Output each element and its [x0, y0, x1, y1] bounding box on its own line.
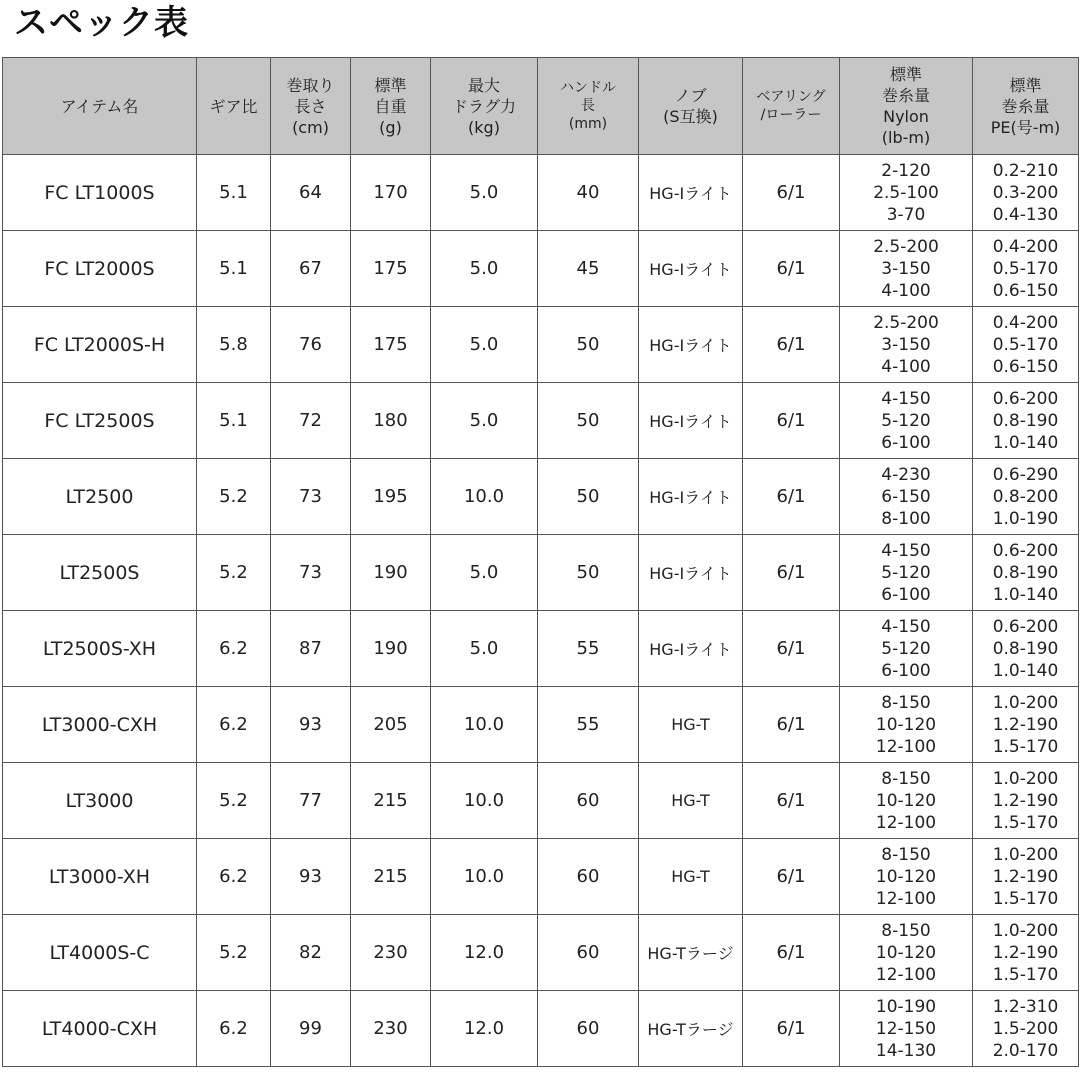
table-row — [3, 687, 1079, 763]
cell-weight: 190 — [351, 611, 431, 687]
cell-bearing: 6/1 — [743, 383, 840, 459]
cell-nylon-capacity: 10-190 12-150 14-130 — [840, 991, 973, 1067]
header-handle-length: ハンドル 長 (mm) — [538, 58, 639, 155]
cell-knob: HG-Iライト — [639, 231, 743, 307]
cell-pe-capacity: 0.6-200 0.8-190 1.0-140 — [973, 611, 1079, 687]
cell-bearing: 6/1 — [743, 687, 840, 763]
cell-model: FC LT1000S — [3, 155, 197, 231]
cell-nylon-capacity: 4-150 5-120 6-100 — [840, 611, 973, 687]
cell-weight: 170 — [351, 155, 431, 231]
cell-handle-length: 60 — [538, 839, 639, 915]
cell-nylon-capacity: 8-150 10-120 12-100 — [840, 687, 973, 763]
cell-pe-capacity: 1.0-200 1.2-190 1.5-170 — [973, 915, 1079, 991]
cell-model: FC LT2000S-H — [3, 307, 197, 383]
cell-bearing: 6/1 — [743, 839, 840, 915]
cell-retrieve-length: 72 — [271, 383, 351, 459]
cell-max-drag: 5.0 — [431, 383, 538, 459]
header-pe-capacity: 標準 巻糸量 PE(号-m) — [973, 58, 1079, 155]
cell-model: LT2500S-XH — [3, 611, 197, 687]
cell-retrieve-length: 73 — [271, 535, 351, 611]
cell-max-drag: 10.0 — [431, 763, 538, 839]
cell-max-drag: 10.0 — [431, 687, 538, 763]
cell-handle-length: 45 — [538, 231, 639, 307]
table-header-row — [3, 58, 1079, 155]
header-nylon-capacity: 標準 巻糸量 Nylon (lb-m) — [840, 58, 973, 155]
cell-handle-length: 50 — [538, 307, 639, 383]
cell-max-drag: 12.0 — [431, 915, 538, 991]
cell-pe-capacity: 1.0-200 1.2-190 1.5-170 — [973, 763, 1079, 839]
spec-table — [2, 57, 1079, 1067]
cell-model: LT3000 — [3, 763, 197, 839]
cell-retrieve-length: 64 — [271, 155, 351, 231]
cell-model: LT2500 — [3, 459, 197, 535]
cell-gear-ratio: 6.2 — [197, 991, 271, 1067]
cell-pe-capacity: 1.0-200 1.2-190 1.5-170 — [973, 839, 1079, 915]
cell-gear-ratio: 5.1 — [197, 155, 271, 231]
cell-handle-length: 50 — [538, 383, 639, 459]
cell-weight: 195 — [351, 459, 431, 535]
cell-retrieve-length: 82 — [271, 915, 351, 991]
table-row — [3, 383, 1079, 459]
cell-model: FC LT2000S — [3, 231, 197, 307]
cell-pe-capacity: 0.2-210 0.3-200 0.4-130 — [973, 155, 1079, 231]
cell-model: FC LT2500S — [3, 383, 197, 459]
cell-retrieve-length: 93 — [271, 839, 351, 915]
cell-handle-length: 55 — [538, 611, 639, 687]
cell-pe-capacity: 1.2-310 1.5-200 2.0-170 — [973, 991, 1079, 1067]
cell-model: LT4000S-C — [3, 915, 197, 991]
cell-gear-ratio: 6.2 — [197, 611, 271, 687]
cell-bearing: 6/1 — [743, 915, 840, 991]
header-gear-ratio: ギア比 — [197, 58, 271, 155]
cell-nylon-capacity: 8-150 10-120 12-100 — [840, 839, 973, 915]
header-item-name: アイテム名 — [3, 58, 197, 155]
cell-handle-length: 60 — [538, 763, 639, 839]
cell-retrieve-length: 73 — [271, 459, 351, 535]
cell-knob: HG-Iライト — [639, 307, 743, 383]
cell-handle-length: 55 — [538, 687, 639, 763]
header-knob: ノブ (S互換) — [639, 58, 743, 155]
cell-retrieve-length: 67 — [271, 231, 351, 307]
cell-max-drag: 10.0 — [431, 839, 538, 915]
cell-retrieve-length: 93 — [271, 687, 351, 763]
table-row — [3, 611, 1079, 687]
cell-pe-capacity: 0.4-200 0.5-170 0.6-150 — [973, 307, 1079, 383]
cell-nylon-capacity: 8-150 10-120 12-100 — [840, 915, 973, 991]
cell-knob: HG-Iライト — [639, 383, 743, 459]
cell-nylon-capacity: 4-150 5-120 6-100 — [840, 535, 973, 611]
cell-max-drag: 10.0 — [431, 459, 538, 535]
cell-retrieve-length: 99 — [271, 991, 351, 1067]
cell-gear-ratio: 5.2 — [197, 459, 271, 535]
cell-knob: HG-Iライト — [639, 459, 743, 535]
cell-bearing: 6/1 — [743, 991, 840, 1067]
table-row — [3, 991, 1079, 1067]
cell-bearing: 6/1 — [743, 155, 840, 231]
cell-model: LT2500S — [3, 535, 197, 611]
header-retrieve-length: 巻取り 長さ (cm) — [271, 58, 351, 155]
cell-gear-ratio: 5.1 — [197, 383, 271, 459]
cell-retrieve-length: 77 — [271, 763, 351, 839]
cell-model: LT3000-XH — [3, 839, 197, 915]
cell-knob: HG-Iライト — [639, 155, 743, 231]
table-row — [3, 535, 1079, 611]
table-row — [3, 763, 1079, 839]
cell-bearing: 6/1 — [743, 231, 840, 307]
table-row — [3, 155, 1079, 231]
cell-max-drag: 12.0 — [431, 991, 538, 1067]
table-row — [3, 307, 1079, 383]
cell-max-drag: 5.0 — [431, 155, 538, 231]
table-row — [3, 459, 1079, 535]
cell-weight: 230 — [351, 915, 431, 991]
cell-handle-length: 60 — [538, 991, 639, 1067]
cell-pe-capacity: 0.4-200 0.5-170 0.6-150 — [973, 231, 1079, 307]
cell-gear-ratio: 6.2 — [197, 687, 271, 763]
cell-nylon-capacity: 4-150 5-120 6-100 — [840, 383, 973, 459]
cell-handle-length: 40 — [538, 155, 639, 231]
cell-max-drag: 5.0 — [431, 611, 538, 687]
header-bearing: ベアリング /ローラー — [743, 58, 840, 155]
cell-knob: HG-Iライト — [639, 611, 743, 687]
cell-knob: HG-Iライト — [639, 535, 743, 611]
cell-nylon-capacity: 4-230 6-150 8-100 — [840, 459, 973, 535]
cell-bearing: 6/1 — [743, 307, 840, 383]
table-row — [3, 839, 1079, 915]
cell-gear-ratio: 5.2 — [197, 915, 271, 991]
cell-nylon-capacity: 2-120 2.5-100 3-70 — [840, 155, 973, 231]
cell-handle-length: 60 — [538, 915, 639, 991]
cell-model: LT3000-CXH — [3, 687, 197, 763]
cell-weight: 175 — [351, 231, 431, 307]
table-row — [3, 231, 1079, 307]
cell-retrieve-length: 87 — [271, 611, 351, 687]
cell-bearing: 6/1 — [743, 535, 840, 611]
cell-knob: HG-T — [639, 763, 743, 839]
cell-pe-capacity: 1.0-200 1.2-190 1.5-170 — [973, 687, 1079, 763]
cell-knob: HG-T — [639, 687, 743, 763]
header-max-drag: 最大 ドラグ力 (kg) — [431, 58, 538, 155]
cell-weight: 180 — [351, 383, 431, 459]
cell-max-drag: 5.0 — [431, 535, 538, 611]
cell-knob: HG-Tラージ — [639, 991, 743, 1067]
cell-weight: 175 — [351, 307, 431, 383]
cell-nylon-capacity: 8-150 10-120 12-100 — [840, 763, 973, 839]
cell-gear-ratio: 5.2 — [197, 535, 271, 611]
cell-bearing: 6/1 — [743, 763, 840, 839]
cell-retrieve-length: 76 — [271, 307, 351, 383]
cell-knob: HG-T — [639, 839, 743, 915]
cell-weight: 230 — [351, 991, 431, 1067]
table-body — [3, 155, 1079, 1067]
cell-pe-capacity: 0.6-200 0.8-190 1.0-140 — [973, 535, 1079, 611]
cell-nylon-capacity: 2.5-200 3-150 4-100 — [840, 307, 973, 383]
cell-bearing: 6/1 — [743, 611, 840, 687]
cell-handle-length: 50 — [538, 459, 639, 535]
cell-weight: 215 — [351, 839, 431, 915]
cell-gear-ratio: 5.1 — [197, 231, 271, 307]
table-row — [3, 915, 1079, 991]
cell-weight: 215 — [351, 763, 431, 839]
cell-weight: 205 — [351, 687, 431, 763]
cell-max-drag: 5.0 — [431, 231, 538, 307]
cell-nylon-capacity: 2.5-200 3-150 4-100 — [840, 231, 973, 307]
cell-gear-ratio: 6.2 — [197, 839, 271, 915]
cell-knob: HG-Tラージ — [639, 915, 743, 991]
cell-gear-ratio: 5.2 — [197, 763, 271, 839]
cell-pe-capacity: 0.6-290 0.8-200 1.0-190 — [973, 459, 1079, 535]
cell-max-drag: 5.0 — [431, 307, 538, 383]
header-weight: 標準 自重 (g) — [351, 58, 431, 155]
cell-gear-ratio: 5.8 — [197, 307, 271, 383]
cell-model: LT4000-CXH — [3, 991, 197, 1067]
cell-weight: 190 — [351, 535, 431, 611]
cell-bearing: 6/1 — [743, 459, 840, 535]
cell-pe-capacity: 0.6-200 0.8-190 1.0-140 — [973, 383, 1079, 459]
cell-handle-length: 50 — [538, 535, 639, 611]
page-title: スペック表 — [14, 3, 189, 43]
